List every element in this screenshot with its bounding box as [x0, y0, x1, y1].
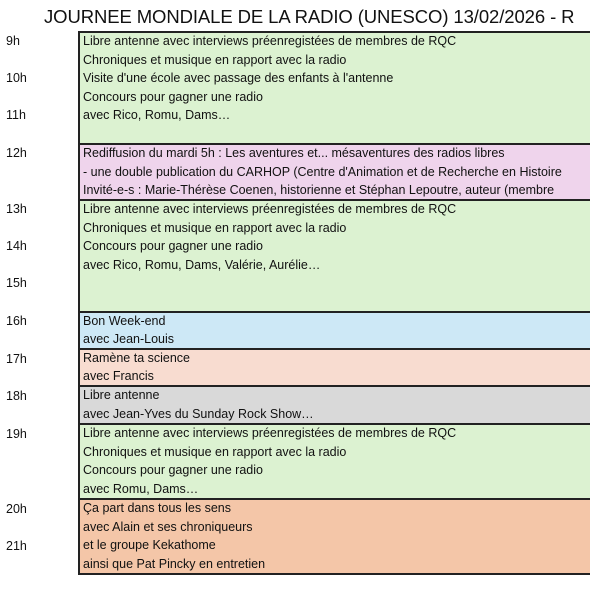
program-line: avec Rico, Romu, Dams, Valérie, Aurélie…: [83, 258, 321, 272]
program-line: Invité-e-s : Marie-Thérèse Coenen, historienne et Stéphan Lepoutre, auteur (membre: [83, 183, 555, 197]
program-line: Libre antenne avec interviews préenregistées de membres de RQC: [83, 202, 457, 216]
program-line: ainsi que Pat Pincky en entretien: [83, 557, 266, 571]
hour-label: 17h: [6, 352, 27, 366]
program-line: Ça part dans tous les sens: [83, 501, 231, 515]
program-line: Concours pour gagner une radio: [83, 463, 263, 477]
program-line: Concours pour gagner une radio: [83, 90, 263, 104]
program-line: et le groupe Kekathome: [83, 538, 216, 552]
program-block: [78, 423, 590, 500]
program-line: Rediffusion du mardi 5h : Les aventures et... mésaventures des radios libres: [83, 146, 505, 160]
program-line: Chroniques et musique en rapport avec la radio: [83, 53, 347, 67]
program-line: Bon Week-end: [83, 314, 166, 328]
program-line: avec Jean-Yves du Sunday Rock Show…: [83, 407, 314, 421]
program-line: Chroniques et musique en rapport avec la radio: [83, 221, 347, 235]
hour-label: 14h: [6, 239, 27, 253]
program-line: Visite d'une école avec passage des enfants à l'antenne: [83, 71, 394, 85]
hour-label: 13h: [6, 202, 27, 216]
program-block: [78, 498, 590, 575]
hour-label: 10h: [6, 71, 27, 85]
program-line: Libre antenne avec interviews préenregistées de membres de RQC: [83, 426, 457, 440]
hour-label: 20h: [6, 502, 27, 516]
hour-label: 16h: [6, 314, 27, 328]
program-line: Chroniques et musique en rapport avec la radio: [83, 445, 347, 459]
program-line: Libre antenne avec interviews préenregistées de membres de RQC: [83, 34, 457, 48]
program-block: [78, 31, 590, 145]
hour-label: 9h: [6, 34, 20, 48]
hour-label: 18h: [6, 389, 27, 403]
program-block: [78, 143, 590, 201]
program-line: avec Francis: [83, 369, 154, 383]
program-block: [78, 311, 590, 350]
program-line: - une double publication du CARHOP (Centre d'Animation et de Recherche en Histoire: [83, 165, 562, 179]
page-title: JOURNEE MONDIALE DE LA RADIO (UNESCO) 13/02/2026 - R: [44, 6, 575, 27]
program-block: [78, 199, 590, 313]
program-line: avec Jean-Louis: [83, 332, 175, 346]
hour-label: 21h: [6, 539, 27, 553]
program-line: avec Rico, Romu, Dams…: [83, 108, 231, 122]
program-line: avec Romu, Dams…: [83, 482, 199, 496]
program-line: Ramène ta science: [83, 351, 191, 365]
program-line: avec Alain et ses chroniqueurs: [83, 520, 253, 534]
program-block: [78, 385, 590, 425]
hour-label: 15h: [6, 276, 27, 290]
hour-label: 12h: [6, 146, 27, 160]
program-line: Concours pour gagner une radio: [83, 239, 263, 253]
program-line: Libre antenne: [83, 388, 160, 402]
hour-label: 19h: [6, 427, 27, 441]
hour-label: 11h: [6, 108, 26, 122]
program-block: [78, 348, 590, 387]
